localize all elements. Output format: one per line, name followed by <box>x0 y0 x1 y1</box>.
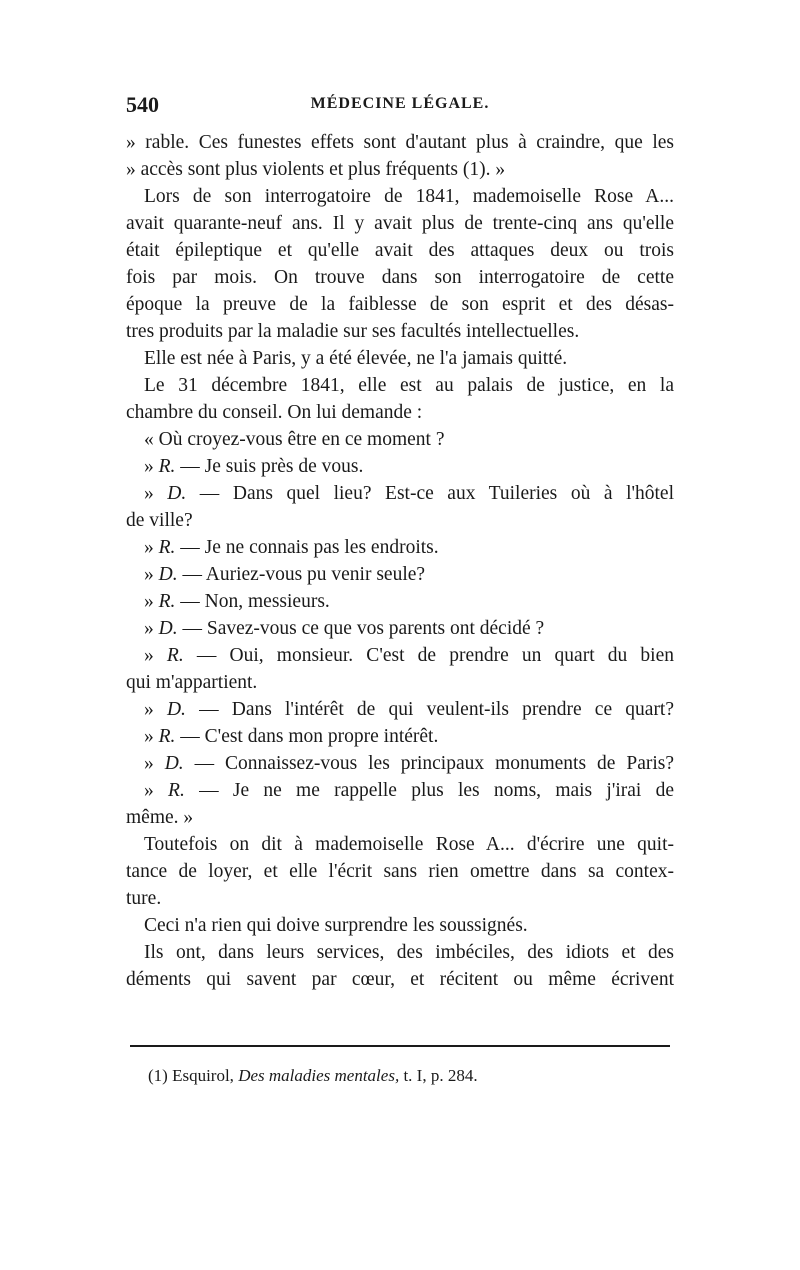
dialogue-line: « Où croyez-vous être en ce moment ? <box>144 429 445 450</box>
text-line: époque la preuve de la faiblesse de son esprit et des désas- <box>126 294 674 315</box>
paragraph-start: Elle est née à Paris, y a été élevée, ne l'a jamais quitté. <box>144 348 568 369</box>
paragraph-start: Ceci n'a rien qui doive surprendre les soussignés. <box>144 915 528 936</box>
dialogue-line: » D. — Dans quel lieu? Est-ce aux Tuileries où à l'hôtel <box>144 483 674 504</box>
footnote-marker: (1) <box>148 1066 168 1085</box>
dialogue-line: » R. — Je suis près de vous. <box>144 456 364 477</box>
paragraph-start: Le 31 décembre 1841, elle est au palais de justice, en la <box>144 375 674 396</box>
speaker-label: D. <box>167 483 187 504</box>
dialogue-line: » D. — Savez-vous ce que vos parents ont décidé ? <box>144 618 545 639</box>
paragraph-start: Toutefois on dit à mademoiselle Rose A... d'écrire une quit- <box>144 834 674 855</box>
speaker-label: D. <box>158 564 178 585</box>
speaker-label: D. <box>158 618 178 639</box>
dialogue-line: » R. — Je ne me rappelle plus les noms, mais j'irai de <box>144 780 675 801</box>
dialogue-line: » R. — Oui, monsieur. C'est de prendre un quart du bien <box>144 645 674 666</box>
paragraph-start: Ils ont, dans leurs services, des imbéciles, des idiots et des <box>144 942 674 963</box>
footnote-author: Esquirol, <box>172 1066 234 1085</box>
text-line: était épileptique et qu'elle avait des attaques deux ou trois <box>126 240 674 261</box>
text-line: » rable. Ces funestes effets sont d'autant plus à craindre, que les <box>126 132 674 153</box>
text-line: tance de loyer, et elle l'écrit sans rien omettre dans sa contex- <box>126 861 674 882</box>
running-head: MÉDECINE LÉGALE. <box>310 95 490 112</box>
text-line: tres produits par la maladie sur ses facultés intellectuelles. <box>126 321 580 342</box>
dialogue-line: » R. — C'est dans mon propre intérêt. <box>144 726 439 747</box>
speaker-label: D. <box>164 753 184 774</box>
speaker-label: R. <box>168 780 185 801</box>
footnote-reference: t. I, p. 284. <box>403 1066 478 1085</box>
paragraph-start: Lors de son interrogatoire de 1841, mademoiselle Rose A... <box>144 186 674 207</box>
dialogue-line: » D. — Connaissez-vous les principaux monuments de Paris? <box>144 753 675 774</box>
text-line: qui m'appartient. <box>126 672 258 693</box>
text-line: même. » <box>126 807 194 828</box>
speaker-label: R. <box>158 456 176 477</box>
text-line: déments qui savent par cœur, et récitent ou même écrivent <box>126 969 674 990</box>
dialogue-line: » D. — Dans l'intérêt de qui veulent-ils prendre ce quart? <box>144 699 675 720</box>
speaker-label: R. <box>158 591 176 612</box>
footnote <box>148 1066 478 1086</box>
dialogue-line: » R. — Non, messieurs. <box>144 591 330 612</box>
text-line: de ville? <box>126 510 193 531</box>
page-number: 540 <box>126 92 159 117</box>
speaker-label: R. <box>158 537 176 558</box>
page-header <box>126 92 674 118</box>
text-line: chambre du conseil. On lui demande : <box>126 402 423 423</box>
text-line: » accès sont plus violents et plus fréquents (1). » <box>126 159 506 180</box>
speaker-label: R. <box>166 645 184 666</box>
dialogue-line: » D. — Auriez-vous pu venir seule? <box>144 564 426 585</box>
footnote-work: Des maladies mentales, <box>238 1066 400 1085</box>
dialogue-line: » R. — Je ne connais pas les endroits. <box>144 537 439 558</box>
text-line: avait quarante-neuf ans. Il y avait plus de trente-cinq ans qu'elle <box>126 213 674 234</box>
speaker-label: D. <box>166 699 186 720</box>
speaker-label: R. <box>158 726 176 747</box>
footnote-divider <box>130 1045 670 1047</box>
text-line: fois par mois. On trouve dans son interrogatoire de cette <box>126 267 674 288</box>
text-line: ture. <box>126 888 162 909</box>
